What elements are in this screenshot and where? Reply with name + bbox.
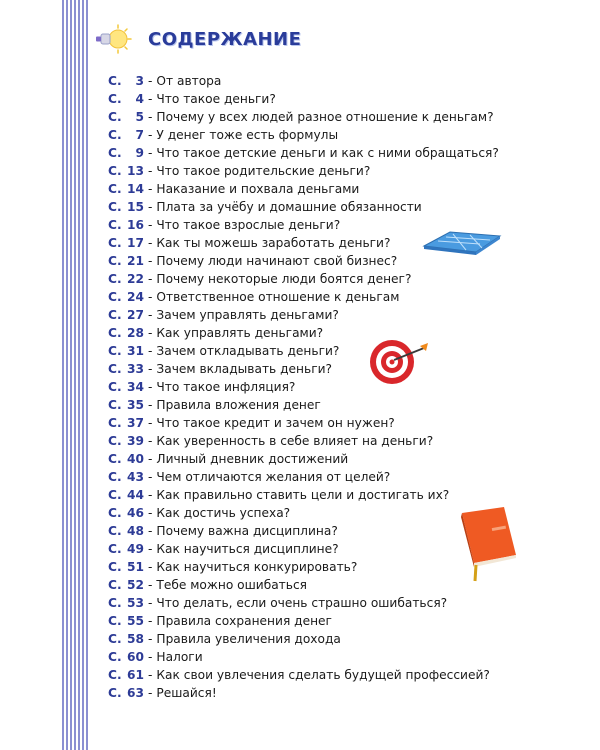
toc-entry-title: Наказание и похвала деньгами <box>156 182 360 196</box>
toc-page-value: 39 <box>127 434 144 448</box>
toc-page-value: 60 <box>127 650 144 664</box>
toc-entry-title: Почему люди начинают свой бизнес? <box>156 254 398 268</box>
toc-page-number <box>108 630 144 648</box>
toc-page-number <box>108 216 144 234</box>
toc-separator: - <box>148 668 153 682</box>
toc-page-value: 4 <box>135 92 144 106</box>
toc-page-prefix: С. <box>108 524 122 538</box>
toc-page-prefix: С. <box>108 218 122 232</box>
toc-page-prefix: С. <box>108 488 122 502</box>
toc-page-prefix: С. <box>108 560 122 574</box>
toc-page-value: 63 <box>127 686 144 700</box>
header <box>90 22 301 56</box>
toc-page-number <box>108 180 144 198</box>
toc-page-value: 34 <box>127 380 144 394</box>
toc-page-number <box>108 288 144 306</box>
target-dart-illustration <box>368 334 430 386</box>
toc-entry[interactable] <box>108 90 499 108</box>
toc-separator: - <box>148 578 153 592</box>
toc-page-number <box>108 108 144 126</box>
toc-separator: - <box>148 686 153 700</box>
toc-separator: - <box>148 596 153 610</box>
toc-entry-title: Как уверенность в себе влияет на деньги? <box>156 434 434 448</box>
toc-entry-title: Как научиться конкурировать? <box>156 560 358 574</box>
toc-page-value: 5 <box>135 110 144 124</box>
toc-entry-title: Тебе можно ошибаться <box>156 578 307 592</box>
toc-separator: - <box>148 254 153 268</box>
toc-entry-title: Зачем откладывать деньги? <box>156 344 340 358</box>
toc-page-prefix: С. <box>108 200 122 214</box>
toc-entry-title: Правила увеличения дохода <box>156 632 341 646</box>
toc-entry[interactable] <box>108 270 499 288</box>
toc-page-prefix: С. <box>108 542 122 556</box>
toc-entry-title: Почему у всех людей разное отношение к деньгам? <box>156 110 494 124</box>
toc-page-value: 13 <box>127 164 144 178</box>
toc-page-value: 61 <box>127 668 144 682</box>
toc-entry[interactable] <box>108 342 499 360</box>
toc-separator: - <box>148 362 153 376</box>
toc-page-number <box>108 594 144 612</box>
toc-page-number <box>108 612 144 630</box>
toc-entry-title: Что такое родительские деньги? <box>156 164 371 178</box>
toc-entry[interactable] <box>108 594 499 612</box>
toc-entry-title: Как управлять деньгами? <box>156 326 324 340</box>
toc-separator: - <box>148 128 153 142</box>
toc-page-prefix: С. <box>108 596 122 610</box>
toc-page-prefix: С. <box>108 452 122 466</box>
toc-entry-title: Налоги <box>156 650 203 664</box>
toc-entry[interactable] <box>108 324 499 342</box>
toc-page-value: 28 <box>127 326 144 340</box>
toc-page-value: 16 <box>127 218 144 232</box>
toc-page-number <box>108 162 144 180</box>
toc-page-prefix: С. <box>108 236 122 250</box>
toc-page-prefix: С. <box>108 182 122 196</box>
toc-page-value: 27 <box>127 308 144 322</box>
toc-entry[interactable] <box>108 432 499 450</box>
toc-page-number <box>108 504 144 522</box>
toc-entry-title: Зачем управлять деньгами? <box>156 308 339 322</box>
toc-page-value: 24 <box>127 290 144 304</box>
toc-page-prefix: С. <box>108 290 122 304</box>
toc-page-value: 33 <box>127 362 144 376</box>
toc-entry[interactable] <box>108 630 499 648</box>
toc-page-prefix: С. <box>108 110 122 124</box>
toc-page-number <box>108 432 144 450</box>
toc-page-number <box>108 396 144 414</box>
toc-entry[interactable] <box>108 666 499 684</box>
toc-entry[interactable] <box>108 486 499 504</box>
toc-page-value: 31 <box>127 344 144 358</box>
toc-separator: - <box>148 74 153 88</box>
toc-page-value: 55 <box>127 614 144 628</box>
toc-page-number <box>108 144 144 162</box>
toc-entry-title: Почему важна дисциплина? <box>156 524 338 538</box>
toc-page-number <box>108 72 144 90</box>
toc-page-prefix: С. <box>108 650 122 664</box>
toc-page-number <box>108 468 144 486</box>
toc-separator: - <box>148 650 153 664</box>
toc-entry-title: Как достичь успеха? <box>156 506 291 520</box>
toc-page-prefix: С. <box>108 416 122 430</box>
toc-page-prefix: С. <box>108 164 122 178</box>
toc-page-prefix: С. <box>108 668 122 682</box>
toc-page-prefix: С. <box>108 398 122 412</box>
toc-separator: - <box>148 344 153 358</box>
toc-separator: - <box>148 218 153 232</box>
toc-entry[interactable] <box>108 468 499 486</box>
toc-page-value: 48 <box>127 524 144 538</box>
toc-separator: - <box>148 290 153 304</box>
toc-separator: - <box>148 236 153 250</box>
toc-separator: - <box>148 164 153 178</box>
toc-page-value: 15 <box>127 200 144 214</box>
toc-separator: - <box>148 146 153 160</box>
toc-page-value: 43 <box>127 470 144 484</box>
toc-separator: - <box>148 614 153 628</box>
toc-entry[interactable] <box>108 540 499 558</box>
toc-entry-title: Личный дневник достижений <box>156 452 349 466</box>
toc-entry[interactable] <box>108 684 499 702</box>
toc-page-number <box>108 360 144 378</box>
toc-entry[interactable] <box>108 162 499 180</box>
toc-entry-title: Что такое детские деньги и как с ними обращаться? <box>156 146 499 160</box>
toc-separator: - <box>148 200 153 214</box>
toc-separator: - <box>148 110 153 124</box>
toc-page-value: 21 <box>127 254 144 268</box>
toc-entry-title: От автора <box>156 74 222 88</box>
toc-page-number <box>108 522 144 540</box>
toc-page-number <box>108 198 144 216</box>
toc-page-prefix: С. <box>108 326 122 340</box>
toc-page-number <box>108 252 144 270</box>
toc-entry[interactable] <box>108 414 499 432</box>
toc-page-number <box>108 576 144 594</box>
toc-separator: - <box>148 434 153 448</box>
toc-entry-title: Решайся! <box>156 686 217 700</box>
toc-separator: - <box>148 308 153 322</box>
toc-page-value: 53 <box>127 596 144 610</box>
toc-page-number <box>108 414 144 432</box>
toc-page-number <box>108 234 144 252</box>
toc-entry-title: Что такое кредит и зачем он нужен? <box>156 416 395 430</box>
toc-entry-title: Ответственное отношение к деньгам <box>156 290 400 304</box>
toc-page-number <box>108 558 144 576</box>
toc-page-value: 35 <box>127 398 144 412</box>
toc-page-value: 52 <box>127 578 144 592</box>
toc-page-number <box>108 324 144 342</box>
toc-entry[interactable] <box>108 108 499 126</box>
toc-page-value: 58 <box>127 632 144 646</box>
toc-page-prefix: С. <box>108 128 122 142</box>
toc-page-number <box>108 306 144 324</box>
toc-entry-title: Правила сохранения денег <box>156 614 332 628</box>
toc-page-prefix: С. <box>108 380 122 394</box>
table-of-contents <box>108 72 499 702</box>
toc-entry[interactable] <box>108 576 499 594</box>
toc-separator: - <box>148 452 153 466</box>
toc-entry[interactable] <box>108 648 499 666</box>
toc-page-number <box>108 126 144 144</box>
toc-page-value: 17 <box>127 236 144 250</box>
toc-separator: - <box>148 380 153 394</box>
toc-page-value: 14 <box>127 182 144 196</box>
toc-page-number <box>108 450 144 468</box>
toc-entry[interactable] <box>108 396 499 414</box>
page-title: СОДЕРЖАНИЕ <box>148 28 302 50</box>
toc-entry-title: Что такое инфляция? <box>156 380 296 394</box>
toc-page-value: 40 <box>127 452 144 466</box>
toc-page-prefix: С. <box>108 614 122 628</box>
toc-page-prefix: С. <box>108 308 122 322</box>
toc-entry[interactable] <box>108 72 499 90</box>
toc-separator: - <box>148 92 153 106</box>
toc-page-number <box>108 378 144 396</box>
toc-entry[interactable] <box>108 198 499 216</box>
toc-page-value: 51 <box>127 560 144 574</box>
light-bulb-icon <box>90 22 134 56</box>
toc-page-prefix: С. <box>108 92 122 106</box>
money-stack-illustration <box>420 224 504 256</box>
toc-entry[interactable] <box>108 450 499 468</box>
toc-page-prefix: С. <box>108 344 122 358</box>
toc-page-prefix: С. <box>108 74 122 88</box>
toc-separator: - <box>148 272 153 286</box>
toc-entry[interactable] <box>108 522 499 540</box>
toc-separator: - <box>148 416 153 430</box>
toc-separator: - <box>148 326 153 340</box>
notebook-margin-lines <box>62 0 88 750</box>
toc-page-prefix: С. <box>108 254 122 268</box>
toc-page-prefix: С. <box>108 578 122 592</box>
toc-page-value: 44 <box>127 488 144 502</box>
toc-separator: - <box>148 542 153 556</box>
toc-page-prefix: С. <box>108 272 122 286</box>
toc-page-number <box>108 666 144 684</box>
toc-page-number <box>108 90 144 108</box>
toc-entry[interactable] <box>108 378 499 396</box>
toc-page-prefix: С. <box>108 506 122 520</box>
toc-separator: - <box>148 632 153 646</box>
toc-entry-title: Плата за учёбу и домашние обязанности <box>156 200 422 214</box>
toc-separator: - <box>148 488 153 502</box>
toc-page-prefix: С. <box>108 434 122 448</box>
toc-page-prefix: С. <box>108 686 122 700</box>
toc-separator: - <box>148 560 153 574</box>
toc-page-number <box>108 270 144 288</box>
toc-separator: - <box>148 506 153 520</box>
toc-separator: - <box>148 182 153 196</box>
toc-entry[interactable] <box>108 306 499 324</box>
toc-separator: - <box>148 398 153 412</box>
toc-entry-title: Зачем вкладывать деньги? <box>156 362 332 376</box>
toc-page-value: 37 <box>127 416 144 430</box>
toc-entry-title: У денег тоже есть формулы <box>156 128 339 142</box>
toc-entry-title: Как ты можешь заработать деньги? <box>156 236 391 250</box>
toc-entry[interactable] <box>108 180 499 198</box>
toc-separator: - <box>148 470 153 484</box>
toc-page-number <box>108 648 144 666</box>
toc-entry-title: Как свои увлечения сделать будущей профессией? <box>156 668 490 682</box>
toc-page-prefix: С. <box>108 632 122 646</box>
toc-page-number <box>108 540 144 558</box>
toc-page-prefix: С. <box>108 146 122 160</box>
toc-page-number <box>108 486 144 504</box>
toc-page-number <box>108 342 144 360</box>
toc-page-value: 7 <box>135 128 144 142</box>
toc-entry-title: Что такое взрослые деньги? <box>156 218 341 232</box>
toc-entry[interactable] <box>108 612 499 630</box>
toc-page-value: 46 <box>127 506 144 520</box>
toc-entry[interactable] <box>108 144 499 162</box>
toc-page-value: 49 <box>127 542 144 556</box>
toc-entry-title: Почему некоторые люди боятся денег? <box>156 272 412 286</box>
toc-entry-title: Чем отличаются желания от целей? <box>156 470 391 484</box>
toc-entry-title: Как правильно ставить цели и достигать их? <box>156 488 450 502</box>
toc-entry-title: Что такое деньги? <box>156 92 276 106</box>
toc-page-value: 9 <box>135 146 144 160</box>
toc-entry-title: Что делать, если очень страшно ошибаться? <box>156 596 448 610</box>
toc-page-number <box>108 684 144 702</box>
toc-entry[interactable] <box>108 126 499 144</box>
toc-entry-title: Правила вложения денег <box>156 398 321 412</box>
toc-entry[interactable] <box>108 504 499 522</box>
notebook-illustration <box>458 505 520 585</box>
toc-page-value: 22 <box>127 272 144 286</box>
toc-page-prefix: С. <box>108 362 122 376</box>
toc-page-prefix: С. <box>108 470 122 484</box>
toc-entry-title: Как научиться дисциплине? <box>156 542 339 556</box>
toc-page-value: 3 <box>135 74 144 88</box>
toc-separator: - <box>148 524 153 538</box>
toc-entry[interactable] <box>108 360 499 378</box>
toc-entry[interactable] <box>108 558 499 576</box>
toc-entry[interactable] <box>108 288 499 306</box>
